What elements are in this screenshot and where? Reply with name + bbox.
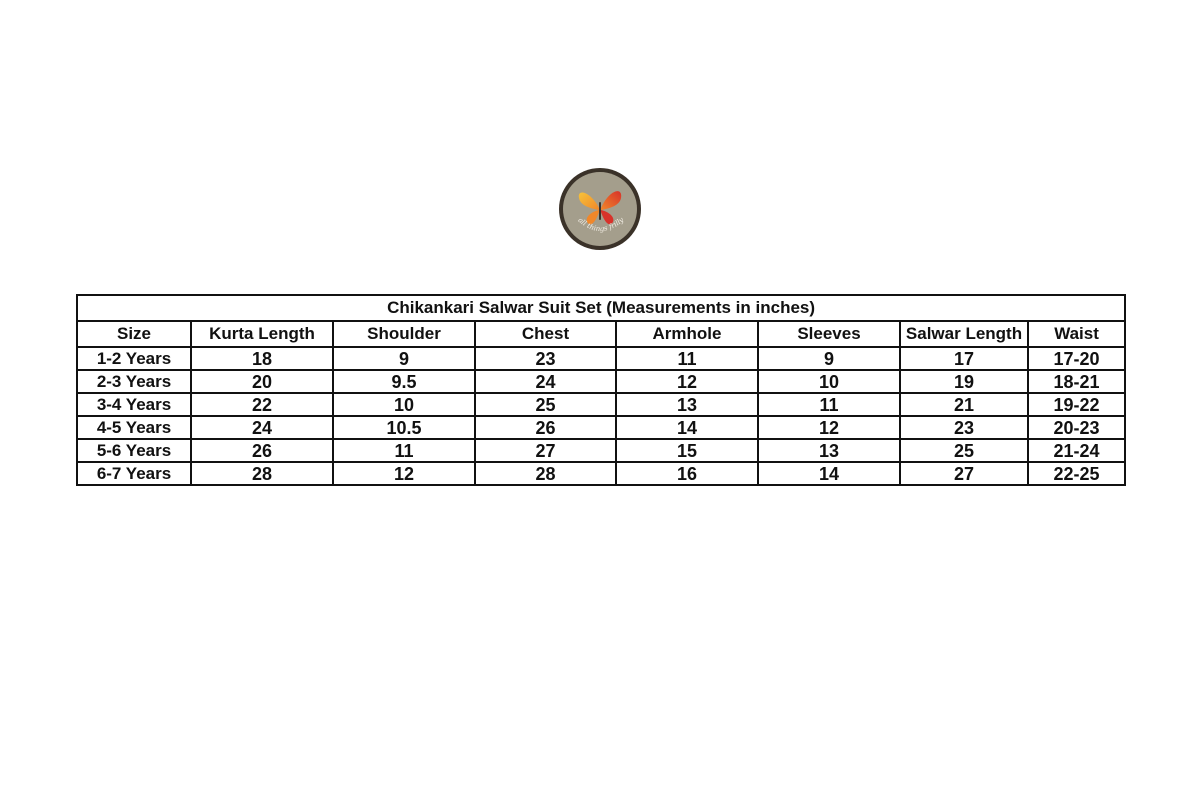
measurement-cell: 22 bbox=[191, 393, 333, 416]
column-header: Waist bbox=[1028, 321, 1125, 347]
table-row bbox=[77, 439, 1125, 462]
size-label-cell: 5-6 Years bbox=[77, 439, 191, 462]
measurement-cell: 19-22 bbox=[1028, 393, 1125, 416]
measurement-cell: 24 bbox=[475, 370, 616, 393]
measurement-cell: 21-24 bbox=[1028, 439, 1125, 462]
column-header: Kurta Length bbox=[191, 321, 333, 347]
measurement-cell: 19 bbox=[900, 370, 1028, 393]
butterfly-logo-icon bbox=[557, 166, 643, 252]
measurement-cell: 25 bbox=[475, 393, 616, 416]
measurement-cell: 27 bbox=[475, 439, 616, 462]
svg-text:all things frilly: all things frilly bbox=[576, 216, 626, 234]
measurement-cell: 25 bbox=[900, 439, 1028, 462]
brand-logo bbox=[557, 166, 643, 252]
table-row bbox=[77, 462, 1125, 485]
measurement-cell: 14 bbox=[616, 416, 758, 439]
table-row bbox=[77, 393, 1125, 416]
measurement-cell: 18-21 bbox=[1028, 370, 1125, 393]
size-label-cell: 6-7 Years bbox=[77, 462, 191, 485]
measurement-cell: 9 bbox=[333, 347, 475, 370]
measurement-cell: 11 bbox=[616, 347, 758, 370]
measurement-cell: 22-25 bbox=[1028, 462, 1125, 485]
measurement-cell: 20-23 bbox=[1028, 416, 1125, 439]
table-row bbox=[77, 347, 1125, 370]
measurement-cell: 13 bbox=[758, 439, 900, 462]
measurement-cell: 23 bbox=[900, 416, 1028, 439]
measurement-cell: 18 bbox=[191, 347, 333, 370]
size-label-cell: 2-3 Years bbox=[77, 370, 191, 393]
measurement-cell: 16 bbox=[616, 462, 758, 485]
table-header-row bbox=[77, 321, 1125, 347]
measurement-cell: 15 bbox=[616, 439, 758, 462]
measurement-cell: 11 bbox=[333, 439, 475, 462]
measurement-cell: 9.5 bbox=[333, 370, 475, 393]
measurement-cell: 12 bbox=[616, 370, 758, 393]
measurement-cell: 12 bbox=[333, 462, 475, 485]
measurement-cell: 9 bbox=[758, 347, 900, 370]
column-header: Size bbox=[77, 321, 191, 347]
column-header: Armhole bbox=[616, 321, 758, 347]
measurement-cell: 11 bbox=[758, 393, 900, 416]
measurement-cell: 27 bbox=[900, 462, 1028, 485]
measurement-cell: 10 bbox=[758, 370, 900, 393]
measurement-cell: 14 bbox=[758, 462, 900, 485]
table-title: Chikankari Salwar Suit Set (Measurements in inches) bbox=[77, 295, 1125, 321]
size-label-cell: 3-4 Years bbox=[77, 393, 191, 416]
measurement-cell: 26 bbox=[475, 416, 616, 439]
column-header: Chest bbox=[475, 321, 616, 347]
table-row bbox=[77, 416, 1125, 439]
size-label-cell: 1-2 Years bbox=[77, 347, 191, 370]
measurement-cell: 17 bbox=[900, 347, 1028, 370]
table-row bbox=[77, 370, 1125, 393]
measurement-cell: 20 bbox=[191, 370, 333, 393]
column-header: Sleeves bbox=[758, 321, 900, 347]
size-chart-body bbox=[77, 295, 1125, 485]
column-header: Salwar Length bbox=[900, 321, 1028, 347]
measurement-cell: 23 bbox=[475, 347, 616, 370]
measurement-cell: 24 bbox=[191, 416, 333, 439]
measurement-cell: 13 bbox=[616, 393, 758, 416]
measurement-cell: 21 bbox=[900, 393, 1028, 416]
measurement-cell: 12 bbox=[758, 416, 900, 439]
measurement-cell: 28 bbox=[475, 462, 616, 485]
measurement-cell: 26 bbox=[191, 439, 333, 462]
measurement-cell: 10 bbox=[333, 393, 475, 416]
measurement-cell: 10.5 bbox=[333, 416, 475, 439]
measurement-cell: 17-20 bbox=[1028, 347, 1125, 370]
size-chart-table bbox=[76, 294, 1126, 486]
table-title-row bbox=[77, 295, 1125, 321]
column-header: Shoulder bbox=[333, 321, 475, 347]
size-label-cell: 4-5 Years bbox=[77, 416, 191, 439]
measurement-cell: 28 bbox=[191, 462, 333, 485]
